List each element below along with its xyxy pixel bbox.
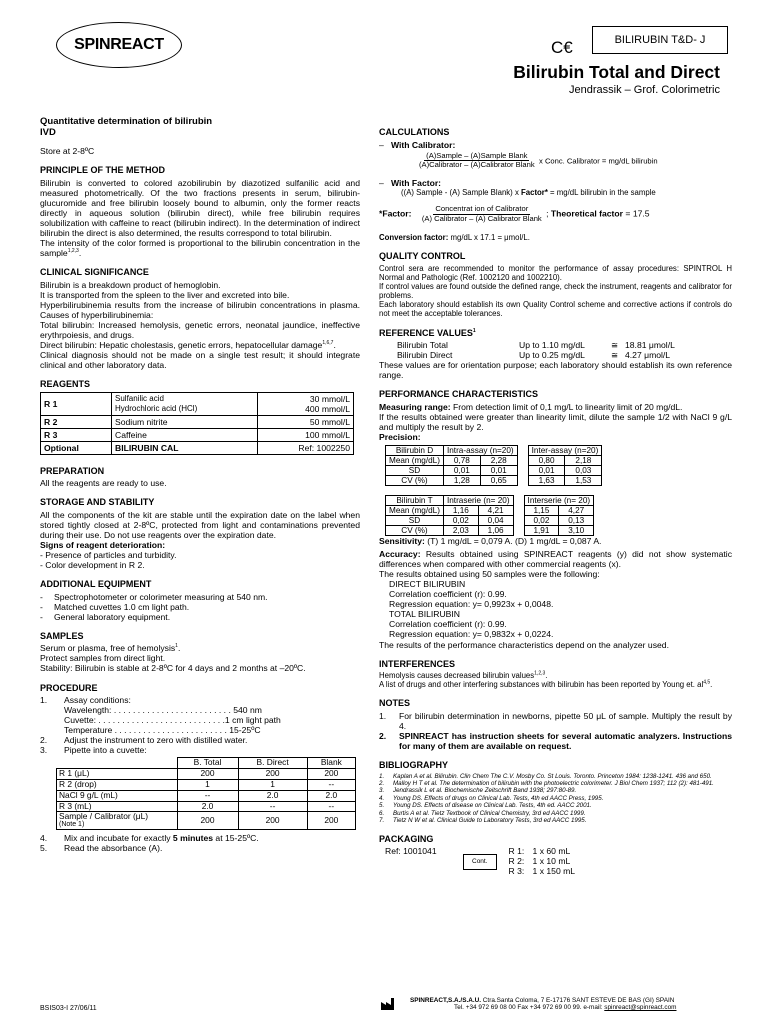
principle-text: Bilirubin is converted to colored azobilirubin by diazotized sulfanilic acid and measured photometrically. Of the two fractions presents in serum, bilirubin-glucuromide and free bilirubin loosely bound to albumin, only the former reacts directly in aqueous solution (bilirubin direct), while free bilirubin requires solubilization with caffeine to react (bilirubin indirect). In the determination of indirect bilirubin the direct is also determined, the results correspond to total bilirubin. — [40, 177, 360, 239]
list-item: 1. For bilirubin determination in newborns, pipette 50 μL of sample. Multiply the result by 4. — [379, 710, 732, 731]
storage-heading: STORAGE AND STABILITY — [40, 497, 155, 508]
preparation-text: All the reagents are ready to use. — [40, 478, 167, 489]
reagents-table — [40, 392, 354, 455]
spinreact-logo: SPINREACT — [56, 22, 182, 68]
samples-heading: SAMPLES — [40, 630, 84, 641]
principle-heading: PRINCIPLE OF THE METHOD — [40, 165, 166, 176]
page-subtitle: Jendrassik – Grof. Colorimetric — [569, 84, 720, 96]
samples-text-1: Serum or plasma, free of hemolysis$^1$. — [40, 643, 181, 654]
qc-text-3: Each laboratory should establish its own Quality Control scheme and corrective actions if controls do not meet the acceptable tolerances. — [379, 300, 732, 319]
accuracy-2: The results obtained using 50 samples were the following: — [379, 569, 600, 580]
column-header: B. Total — [177, 758, 238, 769]
procedure-step: 4. Mix and incubate for exactly 5 minutes at 15-25ºC. — [40, 832, 259, 843]
list-item: 5. Young DS. Effects of disease on Clinical Lab. Tests, 4th ed. AACC 2001. — [379, 802, 592, 810]
procedure-step: 2. Adjust the instrument to zero with distilled water. — [40, 735, 248, 746]
sensitivity: Sensitivity: (T) 1 mg/dL = 0,079 A. (D) 1 mg/dL = 0,087 A. — [379, 536, 602, 547]
packaging-ref: Ref: 1001041 — [385, 846, 437, 857]
reagent-components: Sodium nitrite — [112, 415, 258, 428]
page-title: Bilirubin Total and Direct — [513, 62, 720, 82]
ce-mark: C€ — [551, 38, 573, 57]
list-item: 6. Burtis A et al. Tietz Textbook of Clinical Chemistry, 3rd ed AACC 1999. — [379, 809, 586, 817]
procedure-heading: PROCEDURE — [40, 682, 98, 693]
sign-item: - Presence of particles and turbidity. — [40, 550, 177, 561]
conversion-factor: Conversion factor: mg/dL x 17.1 = μmol/L. — [379, 233, 530, 243]
reagent-row — [41, 441, 354, 454]
table-row: Sample / Calibrator (μL) (Note 1) 200 200 200 — [57, 812, 356, 829]
product-code: BILIRUBIN T&D- J — [592, 26, 728, 54]
bibliography-heading: BIBLIOGRAPHY — [379, 759, 449, 770]
list-item: 2. Malloy H T et al. The determination of bilirubin with the photoelectric colorimeter. J Biol Chem 1937; 112 (2): 481-491. — [379, 779, 714, 787]
reagent-components: Caffeine — [112, 428, 258, 441]
notes-heading: NOTES — [379, 698, 411, 709]
packaging-heading: PACKAGING — [379, 833, 434, 844]
table-corner — [57, 758, 178, 769]
list-item: 4. Young DS. Effects of drugs on Clinical Lab. Tests, 4th ed AACC Press, 1995. — [379, 794, 604, 802]
email-link[interactable]: spinreact@spinreact.com — [604, 1004, 677, 1012]
pipetting-table — [56, 757, 356, 829]
table-row: CV (%) 1,28 0,65 1,63 1,53 — [386, 475, 602, 485]
wavelength-line: Wavelength: . . . . . . . . . . . . . . . . . . . . . . . . . 540 nm — [64, 705, 262, 716]
packaging-block — [379, 846, 732, 876]
table-row: SD 0,02 0,04 0,02 0,13 — [386, 516, 594, 526]
list-item: 1. Kaplan A et al. Bilirubin. Clin Chem The C.V. Mosby Co. St Louis. Toronto. Princeton 1984: 1238-1241. 436 and 650. — [379, 772, 712, 780]
table-row: R 2 (drop) 1 1 -- — [57, 779, 356, 790]
list-item: - General laboratory equipment. — [40, 611, 171, 622]
intro-ivd: IVD — [40, 127, 56, 139]
formula-fraction: $\frac{\text{(A)Sample – (A)Sample Blank}}{\text{(A)Calibrator – (A)Calibrator Blank}}$ — [419, 150, 535, 170]
temperature-line: Temperature . . . . . . . . . . . . . . . . . . . . . . . . 15-25ºC — [64, 725, 261, 736]
column-header: Blank — [307, 758, 355, 769]
packaging-list: R 1: 1 x 60 mL R 2: 1 x 10 mL R 3: 1 x 150 mL — [508, 846, 576, 877]
samples-text-3: Stability: Bilirubin is stable at 2-8ºC for 4 days and 2 months at –20ºC. — [40, 663, 306, 674]
equipment-list — [40, 592, 360, 622]
storage-text: All the components of the kit are stable until the expiration date on the label when stored tightly closed at 2-8ºC, protected from light and contaminations prevented during their use. Do not use reagents over the expiration date. — [40, 509, 360, 541]
list-item: - Spectrophotometer or colorimeter measuring at 540 nm. — [40, 591, 268, 602]
calibrator-formula: $\frac{\text{(A)Sample – (A)Sample Blank}}{\text{(A)Calibrator – (A)Calibrator Blank}}$ x Conc. Calibrator = mg/dL bilirubin — [419, 150, 658, 170]
clinical-text-3: Hyperbilirubinemia results from the increase of bilirubin concentrations in plasma. Causes of hyperbilirubinemia: — [40, 299, 360, 320]
measuring-range: Measuring range: From detection limit of 0,1 mg/L to linearity limit of 20 mg/dL. — [379, 401, 683, 412]
calc-with-calibrator: – With Calibrator: — [379, 139, 456, 150]
signs-heading: Signs of reagent deterioration: — [40, 540, 166, 551]
quality-control-heading: QUALITY CONTROL — [379, 251, 466, 262]
table-row: NaCl 9 g/L (mL) -- 2.0 2.0 — [57, 790, 356, 801]
factor-definition: *Factor: $\frac{\text{Concentrat ion of Calibrator}}{\text{(A) Calibrator – (A) Calibrator Blank}}$ ; Theoretical factor = 17.5 — [379, 204, 650, 224]
reagents-heading: REAGENTS — [40, 379, 91, 390]
list-item: 3. Jendrassik L et al. Biochemische Zeitschrift Band 1938; 297:80-89. — [379, 787, 577, 795]
clinical-text-5: Direct bilirubin: Hepatic cholestasis, genetic errors, hepatocellular damage$^{1,6,7}$. — [40, 339, 336, 350]
assay-conditions — [40, 705, 360, 735]
list-item: 2. SPINREACT has instruction sheets for several automatic analyzers. Instructions for many of them are available on request. — [379, 730, 732, 751]
right-column — [379, 127, 732, 876]
clinical-text-4: Total bilirubin: Increased hemolysis, genetic errors, neonatal jaundice, ineffective erythrpoiesis, and drugs. — [40, 319, 360, 340]
reagent-row — [41, 415, 354, 428]
reagent-components: Sulfanilic acid Hydrochloric acid (HCl) — [112, 392, 258, 415]
reagent-id: R 2 — [41, 415, 112, 428]
accuracy: Accuracy: Results obtained using SPINREACT reagents (y) did not show systematic differences when compared with other commercial reagents (x). — [379, 549, 732, 570]
doc-code: BSIS03-I 27/06/11 — [40, 1005, 97, 1012]
principle-text-2: The intensity of the color formed is proportional to the bilirubin concentration in the sample$^{1,2,3}$. — [40, 238, 360, 259]
table-row: Mean (mg/dL) 1,16 4,21 1,15 4,27 — [386, 505, 594, 515]
performance-heading: PERFORMANCE CHARACTERISTICS — [379, 389, 539, 400]
procedure-step: 5. Read the absorbance (A). — [40, 842, 163, 853]
column-header: B. Direct — [238, 758, 307, 769]
table-row: R 1 (μL) 200 200 200 — [57, 769, 356, 780]
list-item: 7. Tietz N W et al. Clinical Guide to Laboratory Tests, 3rd ed AACC 1995. — [379, 817, 587, 825]
reference-row-total: Bilirubin Total Up to 1.10 mg/dL ≅ 18.81 μmol/L — [397, 340, 675, 351]
preparation-heading: PREPARATION — [40, 465, 105, 476]
reagent-id: R 3 — [41, 428, 112, 441]
interferences-heading: INTERFERENCES — [379, 658, 456, 669]
calc-with-factor: – With Factor: — [379, 178, 442, 189]
precision-table-total: Bilirubin T Intraserie (n= 20) Interserie (n= 20) Mean (mg/dL) 1,16 4,21 1,15 4,27 SD 0,02 0,04 0,02 0,13 CV (%) 2,03 1,06 1,91 3,10 — [385, 495, 594, 536]
equipment-heading: ADDITIONAL EQUIPMENT — [40, 579, 152, 590]
packaging-cont-box: Cont. — [463, 854, 497, 870]
intro-title: Quantitative determination of bilirubin — [40, 116, 213, 127]
qc-text-2: If control values are found outside the defined range, check the instrument, reagents and calibrator for problems. — [379, 282, 732, 301]
procedure-step: 1. Assay conditions: — [40, 695, 131, 706]
reference-note: These values are for orientation purpose; each laboratory should establish its own reference range. — [379, 360, 732, 381]
footer-company: SPINREACT,S.A./S.A.U. Ctra.Santa Coloma, 7 E-17176 SANT ESTEVE DE BAS (GI) SPAIN Tel. +34 972 69 08 00 Fax +34 972 69 00 99. e-mail: spinreact@spinreact.com — [410, 997, 677, 1012]
bibliography-list — [379, 773, 732, 825]
cuvette-line: Cuvette: . . . . . . . . . . . . . . . . . . . . . . . . . . .1 cm light path — [64, 715, 281, 726]
notes-list — [379, 711, 732, 751]
table-row: SD 0,01 0,01 0,01 0,03 — [386, 465, 602, 475]
factory-icon — [380, 997, 400, 1011]
clinical-heading: CLINICAL SIGNIFICANCE — [40, 267, 149, 278]
qc-text-1: Control sera are recommended to monitor the performance of assay procedures: SPINTROL H Normal and Pathologic (Ref. 1002120 and 1002210). — [379, 263, 732, 282]
interferences-text-1: Hemolysis causes decreased bilirubin values$^{1,2,3}$. — [379, 670, 548, 681]
left-column — [40, 116, 360, 853]
reagent-concentration: Ref: 1002250 — [258, 441, 354, 454]
reference-row-direct: Bilirubin Direct Up to 0.25 mg/dL ≅ 4.27 μmol/L — [397, 350, 671, 361]
factor-formula: ((A) Sample - (A) Sample Blank) x Factor* = mg/dL bilirubin in the sample — [401, 188, 656, 198]
precision-heading: Precision: — [379, 431, 421, 442]
formula-fraction: $\frac{\text{Concentrat ion of Calibrator}}{\text{(A) Calibrator – (A) Calibrator Blank}}$ — [421, 204, 542, 224]
clinical-text-6: Clinical diagnosis should not be made on a single test result; it should integrate clinical and other laboratory data. — [40, 350, 360, 371]
list-item: - Matched cuvettes 1.0 cm light path. — [40, 601, 190, 612]
reagent-id: Optional — [41, 441, 112, 454]
performance-note: The results of the performance characteristics depend on the analyzer used. — [379, 639, 669, 650]
calculations-heading: CALCULATIONS — [379, 127, 450, 137]
clinical-text-1: Bilirubin is a breakdown product of hemoglobin. — [40, 279, 221, 290]
reagent-concentration: 100 mmol/L — [258, 428, 354, 441]
reagent-components: BILIRUBIN CAL — [112, 441, 258, 454]
reagent-concentration: 30 mmol/L 400 mmol/L — [258, 392, 354, 415]
store-text: Store at 2-8ºC — [40, 146, 95, 157]
samples-text-2: Protect samples from direct light. — [40, 653, 166, 664]
table-row: CV (%) 2,03 1,06 1,91 3,10 — [386, 526, 594, 536]
sign-item: - Color development in R 2. — [40, 560, 145, 571]
reagent-concentration: 50 mmol/L — [258, 415, 354, 428]
precision-table-direct: Bilirubin D Intra-assay (n=20) Inter-assay (n=20) Mean (mg/dL) 0,78 2,28 0,80 2,18 SD 0,01 0,01 0,01 0,03 CV (%) 1,28 0,65 1,63 1,53 — [385, 445, 602, 486]
regression-results: DIRECT BILIRUBIN Correlation coefficient (r): 0.99. Regression equation: y= 0,9923x + 0,0048. TOTAL BILIRUBIN Correlation coefficient (r): 0.99. Regression equation: y= 0,9832x + 0,0224. — [389, 579, 554, 640]
measuring-range-2: If the results obtained were greater than linearity limit, dilute the sample 1/2 with NaCl 9 g/L and multiply the result by 2. — [379, 411, 732, 432]
reagent-id: R 1 — [41, 392, 112, 415]
clinical-text-2: It is transported from the spleen to the liver and excreted into bile. — [40, 289, 290, 300]
reagent-row — [41, 428, 354, 441]
reference-values-heading: REFERENCE VALUES$^1$ — [379, 327, 476, 338]
reagent-row — [41, 392, 354, 415]
interferences-text-2: A list of drugs and other interfering substances with bilirubin has been reported by Young et. al$^{4,5}$. — [379, 679, 713, 690]
procedure-step: 3. Pipette into a cuvette: — [40, 745, 147, 756]
table-row: R 3 (mL) 2.0 -- -- — [57, 801, 356, 812]
table-row: Mean (mg/dL) 0,78 2,28 0,80 2,18 — [386, 455, 602, 465]
